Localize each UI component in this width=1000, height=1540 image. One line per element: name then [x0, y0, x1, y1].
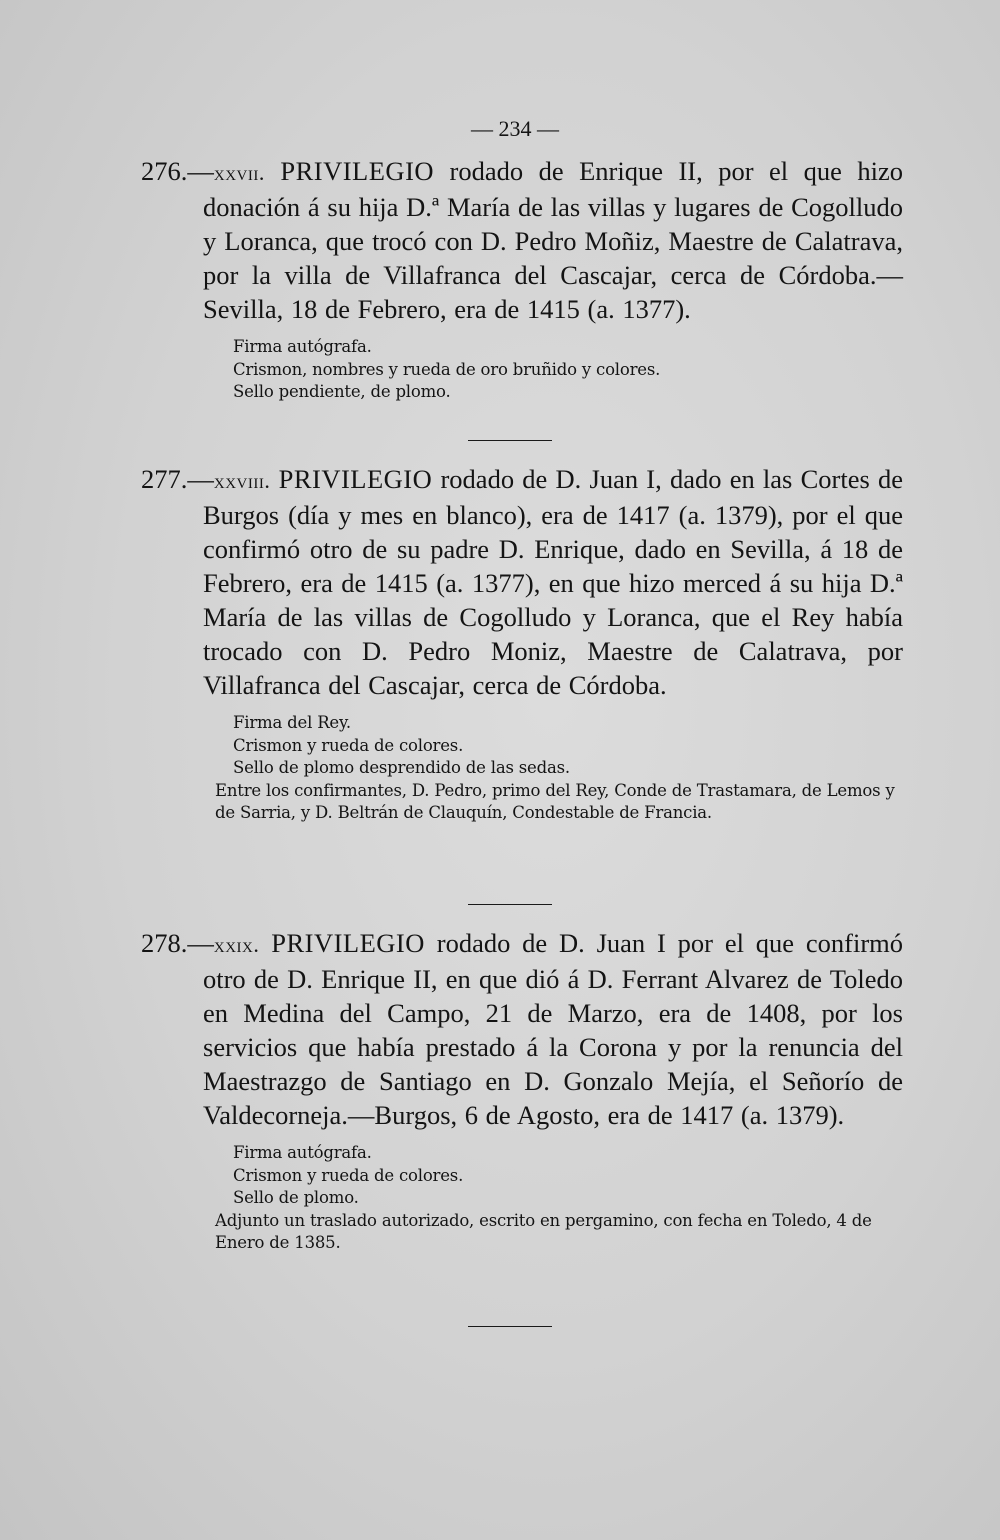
entry-number: 278.—	[141, 928, 214, 958]
section-divider	[468, 1326, 552, 1327]
page-number: — 234 —	[471, 116, 559, 141]
entry-keyword: PRIVILEGIO	[278, 464, 433, 494]
entry-notes	[203, 336, 903, 404]
entry-keyword: PRIVILEGIO	[271, 928, 425, 958]
entry-body: rodado de Enrique II, por el que hizo donación á su hija D.ª María de las villas y lugares de Cogolludo y Loranca, que trocó con D. Pedro Moñiz, Maestre de Calatrava, por la villa de Villafranca del Cascajar, cerca de Córdoba.—Sevilla, 18 de Febrero, era de 1415 (a. 1377).	[203, 156, 903, 324]
section-divider	[468, 904, 552, 905]
note-line: Sello de plomo desprendido de las sedas.	[233, 758, 570, 777]
note-line: Entre los confirmantes, D. Pedro, primo del Rey, Conde de Trastamara, de Lemos y de Sarria, y D. Beltrán de Clauquín, Condestable de Francia.	[215, 780, 895, 822]
entry-main-text	[141, 462, 903, 702]
entry-number: 277.—	[141, 464, 214, 494]
entry-notes	[203, 1142, 903, 1255]
entry-278	[141, 926, 904, 1255]
entry-body: rodado de D. Juan I por el que confirmó otro de D. Enrique II, en que dió á D. Ferrant Alvarez de Toledo en Medina del Campo, 21 de Marzo, era de 1408, por los servicios que había prestado á la Corona y por la renuncia del Maestrazgo de Santiago en D. Gonzalo Mejía, el Señorío de Valdecorneja.—Burgos, 6 de Agosto, era de 1417 (a. 1379).	[203, 928, 904, 1130]
note-line: Firma autógrafa.	[233, 337, 372, 356]
note-line: Firma autógrafa.	[233, 1143, 372, 1162]
entry-number: 276.—	[141, 156, 214, 186]
entry-keyword: PRIVILEGIO	[280, 156, 435, 186]
entry-roman-numeral: xxix.	[213, 932, 260, 957]
note-line: Sello pendiente, de plomo.	[233, 382, 451, 401]
note-line: Crismon, nombres y rueda de oro bruñido y colores.	[233, 359, 661, 379]
section-divider	[468, 440, 552, 441]
note-line: Adjunto un traslado autorizado, escrito en pergamino, con fecha en Toledo, 4 de Enero de 1385.	[215, 1210, 872, 1252]
note-line: Crismon y rueda de colores.	[233, 735, 464, 755]
entry-277	[141, 462, 903, 825]
note-line: Sello de plomo.	[233, 1188, 359, 1207]
entry-276	[141, 154, 903, 404]
entry-main-text	[141, 154, 903, 326]
note-line: Firma del Rey.	[233, 713, 351, 732]
entry-notes	[203, 712, 903, 825]
entry-roman-numeral: xxvii.	[213, 160, 265, 185]
note-line: Crismon y rueda de colores.	[233, 1165, 464, 1185]
entry-roman-numeral: xxviii.	[213, 468, 271, 493]
entry-body: rodado de D. Juan I, dado en las Cortes de Burgos (día y mes en blanco), era de 1417 (a. 1379), por el que confirmó otro de su padre D. Enrique, dado en Sevilla, á 18 de Febrero, era de 1415 (a. 1377), en que hizo merced á su hija D.ª María de las villas de Cogolludo y Loranca, que el Rey había trocado con D. Pedro Moniz, Maestre de Calatrava, por Villafranca del Cascajar, cerca de Córdoba.	[203, 464, 903, 700]
entry-main-text	[141, 926, 904, 1132]
